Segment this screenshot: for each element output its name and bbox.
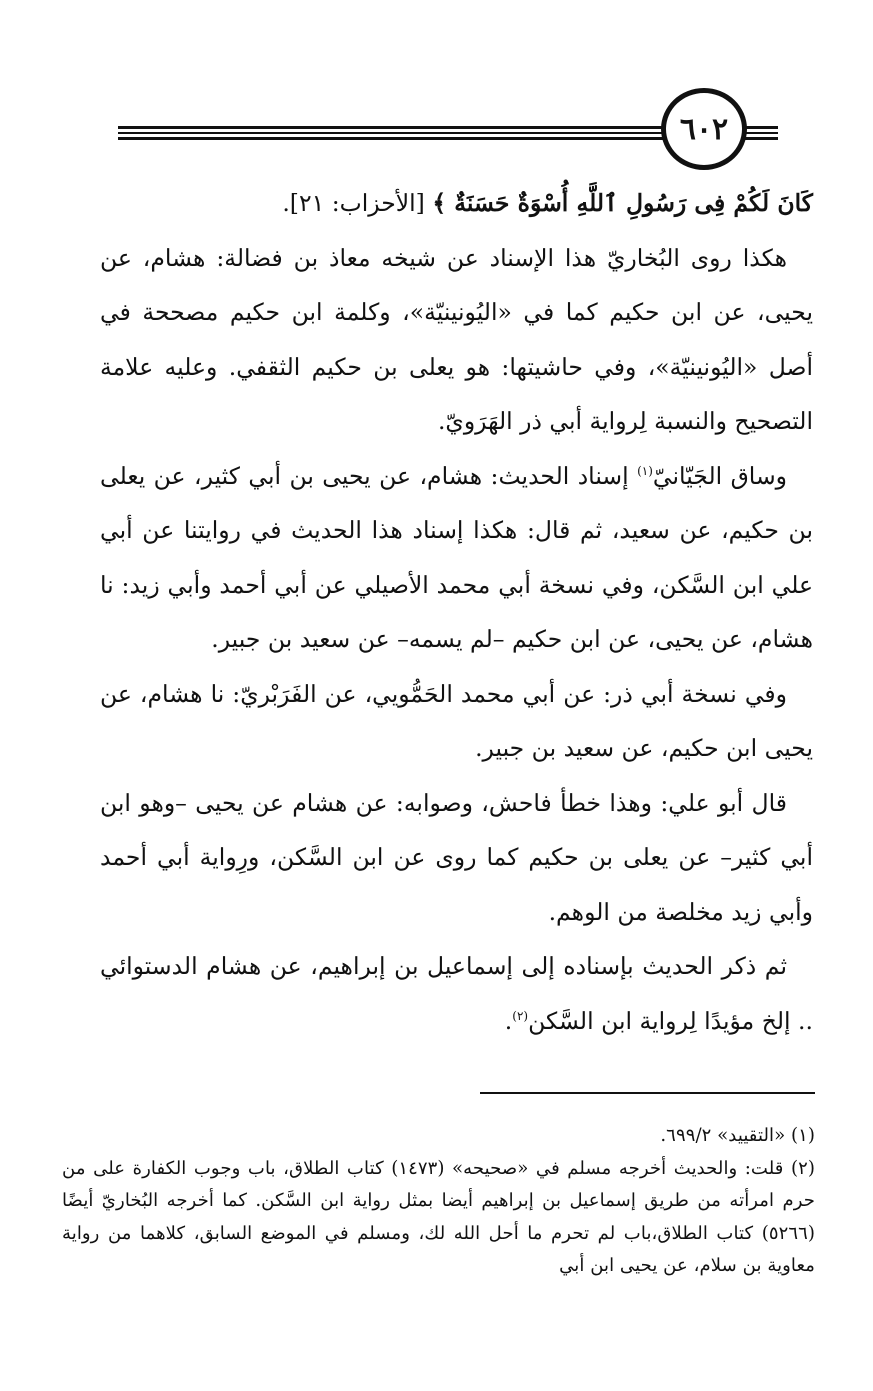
verse-reference: [الأحزاب: ٢١]. (282, 189, 433, 217)
page-header (0, 86, 873, 186)
footnote-marker[interactable]: (٢) (512, 1008, 529, 1023)
paragraph (100, 939, 813, 1048)
footnote-separator (480, 1092, 815, 1094)
paragraph: وفي نسخة أبي ذر: عن أبي محمد الحَمُّويي، عن الفَرَبْريّ: نا هشام، عن يحيى ابن حكيم، عن سعيد بن جبير. (100, 679, 813, 762)
paragraph-text: . (504, 1006, 513, 1035)
footnote-marker[interactable]: (١) (637, 463, 653, 478)
footnotes (62, 1120, 815, 1283)
paragraph (100, 449, 813, 667)
page-number: ٦٠٢ (679, 111, 729, 147)
paragraph: قال أبو علي: وهذا خطأ فاحش، وصوابه: عن هشام عن يحيى –وهو ابن أبي كثير– عن يعلى بن حكيم كما روى عن ابن السَّكن، ورِواية أبي أحمد وأبي زيد مخلصة من الوهم. (100, 788, 813, 926)
paragraph-text: إسناد الحديث: هشام، عن يحيى بن أبي كثير، عن يعلى بن حكيم، عن سعيد، ثم قال: هكذا إسناد هذا الحديث في روايتنا عن أبي علي ابن السَّكن، وفي نسخة أبي محمد الأصيلي عن أبي أحمد وأبي زيد: نا هشام، عن يحيى، عن ابن حكيم –لم يسمه– عن سعيد بن جبير. (100, 461, 813, 653)
page-number-badge (661, 88, 747, 170)
paragraph-text: ثم ذكر الحديث بإسناده إلى إسماعيل بن إبراهيم، عن هشام الدستوائي .. إلخ مؤيدًا لِرواية ابن السَّكن (100, 952, 813, 1035)
main-text (100, 176, 813, 1048)
footnote-2: (٢) قلت: والحديث أخرجه مسلم في «صحيحه» (١٤٧٣) كتاب الطلاق، باب وجوب الكفارة على من حرم امرأته من طريق إسماعيل بن إبراهيم أيضا بمثل رواية ابن السَّكن. كما أخرجه البُخاريّ أيضًا (٥٢٦٦) كتاب الطلاق،باب لم تحرم ما أحل الله لك، ومسلم في الموضع السابق، كلاهما من رواية معاوية بن سلام، عن يحيى ابن أبي (62, 1157, 815, 1276)
paragraph-text: وساق الجَيّانيّ (652, 461, 788, 490)
paragraph: هكذا روى البُخاريّ هذا الإسناد عن شيخه معاذ بن فضالة: هشام، عن يحيى، عن ابن حكيم كما في «اليُونينيّة»، وكلمة ابن حكيم مصححة في أصل «اليُونينيّة»، وفي حاشيتها: هو يعلى بن حكيم الثقفي. وعليه علامة التصحيح والنسبة لِرواية أبي ذر الهَرَويّ. (100, 243, 813, 435)
quran-verse: كَانَ لَكُمْ فِى رَسُولِ ٱللَّهِ أُسْوَةٌ حَسَنَةٌ ﴾ (432, 189, 813, 217)
footnote-1: (١) «التقييد» ٦٩٩/٢. (660, 1125, 815, 1146)
verse-line (100, 176, 813, 231)
